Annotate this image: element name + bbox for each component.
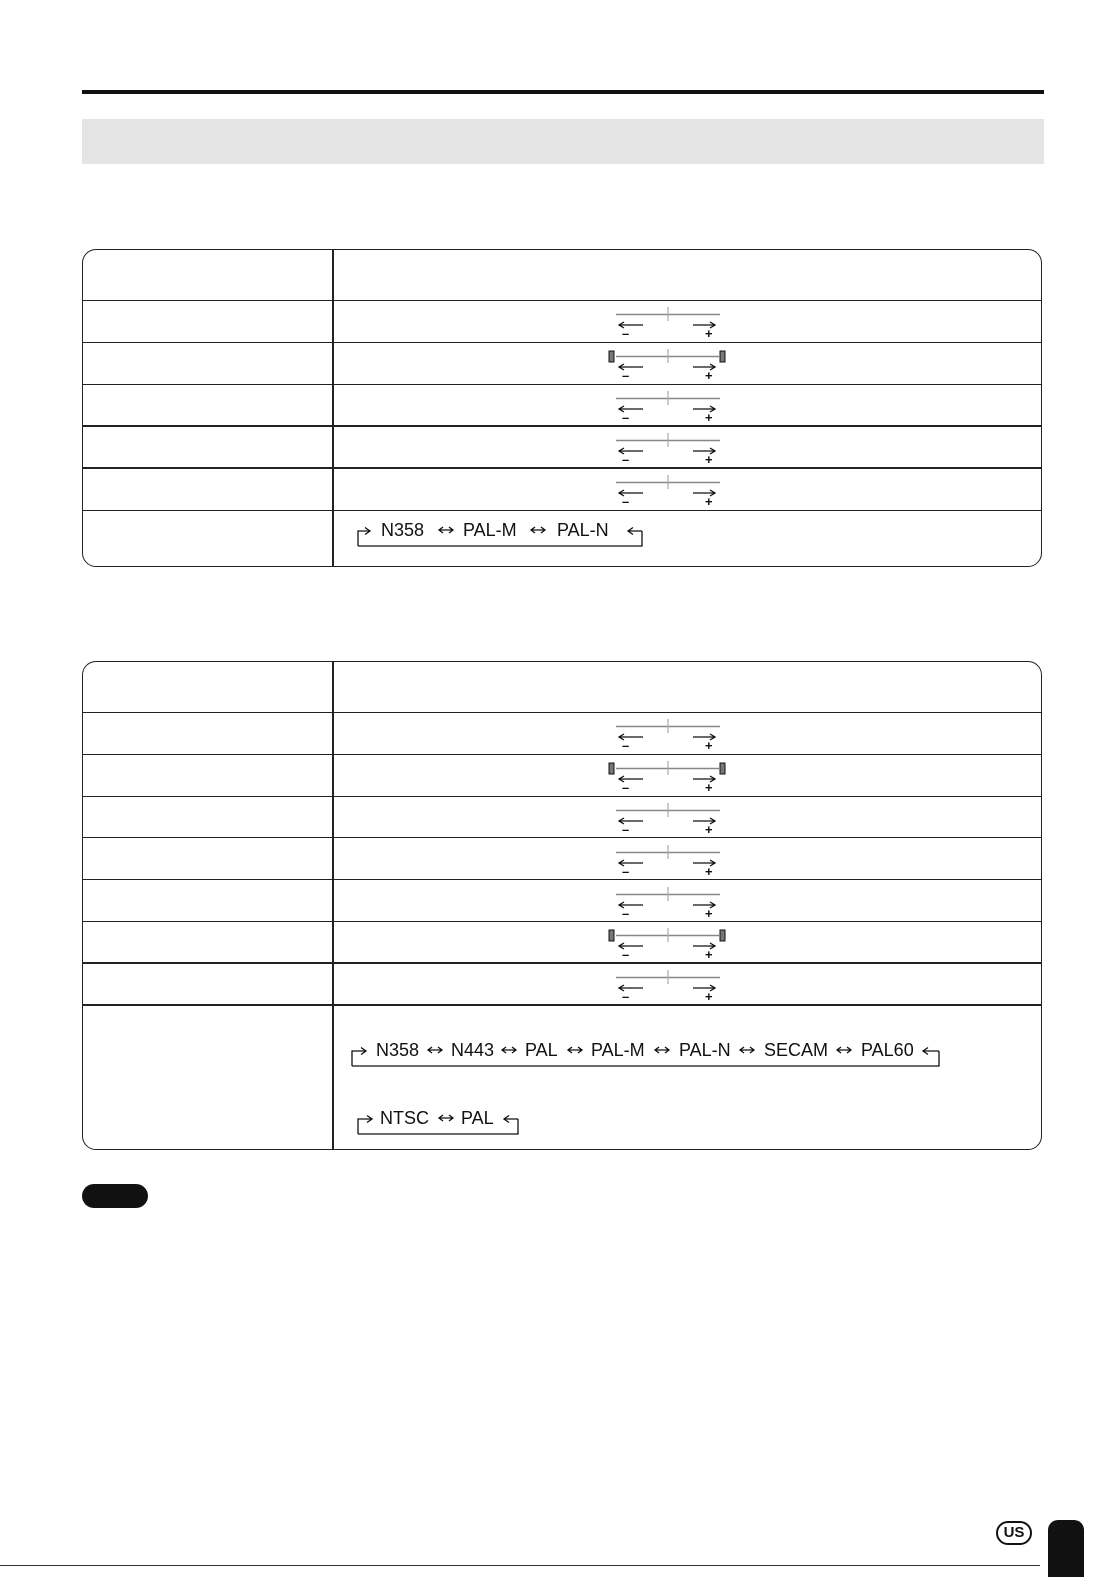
- region-badge: US: [996, 1521, 1032, 1545]
- color-system-sequence-2: [353, 1102, 528, 1138]
- minus-label: –: [622, 410, 630, 425]
- plus-label: +: [705, 906, 713, 921]
- minus-label: –: [622, 368, 630, 383]
- sequence-item: NTSC: [380, 1108, 429, 1128]
- adjustment-slider-icon: [607, 799, 729, 837]
- adjustment-slider-icon: [607, 966, 729, 1004]
- plus-label: +: [705, 947, 713, 962]
- plus-label: +: [705, 326, 713, 341]
- adjustment-slider-icon: [607, 841, 729, 879]
- minus-label: –: [622, 452, 630, 467]
- minus-label: –: [622, 494, 630, 509]
- adjustment-slider-icon: [607, 429, 729, 467]
- minus-label: –: [622, 822, 630, 837]
- minus-label: –: [622, 864, 630, 879]
- plus-label: +: [705, 494, 713, 509]
- adjustment-slider-icon: [607, 883, 729, 921]
- sequence-item: PAL60: [861, 1040, 914, 1060]
- sequence-item: N443: [451, 1040, 495, 1060]
- plus-label: +: [705, 452, 713, 467]
- adjustment-slider-icon: [607, 471, 729, 509]
- adjustment-table-1: [82, 249, 1042, 567]
- row-divider: [83, 754, 1041, 755]
- page-tab: [1048, 1520, 1084, 1577]
- minus-label: –: [622, 738, 630, 753]
- note-badge: [82, 1184, 148, 1208]
- minus-label: –: [622, 947, 630, 962]
- column-divider: [332, 250, 334, 566]
- minus-label: –: [622, 906, 630, 921]
- plus-label: +: [705, 738, 713, 753]
- row-divider: [83, 837, 1041, 838]
- minus-label: –: [622, 780, 630, 795]
- bottom-rule: [0, 1565, 1040, 1566]
- row-divider: [83, 300, 1041, 301]
- plus-label: +: [705, 822, 713, 837]
- plus-label: +: [705, 780, 713, 795]
- sequence-item: N358: [381, 520, 425, 540]
- row-divider: [83, 962, 1041, 964]
- adjustment-slider-icon: [607, 924, 729, 962]
- plus-label: +: [705, 864, 713, 879]
- row-divider: [83, 384, 1041, 385]
- sequence-item: PAL-M: [463, 520, 517, 540]
- plus-label: +: [705, 368, 713, 383]
- section-title-band: [82, 119, 1044, 164]
- sequence-item: PAL-N: [557, 520, 609, 540]
- color-system-sequence: [353, 514, 653, 550]
- sequence-item: PAL-N: [679, 1040, 731, 1060]
- row-divider: [83, 879, 1041, 880]
- adjustment-slider-icon: [607, 303, 729, 341]
- sequence-item: PAL-M: [591, 1040, 645, 1060]
- color-system-sequence-1: [347, 1034, 947, 1070]
- minus-label: –: [622, 326, 630, 341]
- plus-label: +: [705, 410, 713, 425]
- adjustment-slider-icon: [607, 387, 729, 425]
- row-divider: [83, 342, 1041, 343]
- sequence-item: N358: [376, 1040, 420, 1060]
- adjustment-slider-icon: [607, 715, 729, 753]
- row-divider: [83, 921, 1041, 922]
- sequence-item: SECAM: [764, 1040, 829, 1060]
- row-divider: [83, 425, 1041, 427]
- minus-label: –: [622, 989, 630, 1004]
- row-divider: [83, 467, 1041, 469]
- column-divider: [332, 662, 334, 1149]
- sequence-item: PAL: [525, 1040, 558, 1060]
- plus-label: +: [705, 989, 713, 1004]
- row-divider: [83, 1004, 1041, 1006]
- adjustment-slider-icon: [607, 757, 729, 795]
- top-rule: [82, 90, 1044, 94]
- adjustment-table-2: [82, 661, 1042, 1150]
- row-divider: [83, 510, 1041, 511]
- row-divider: [83, 712, 1041, 713]
- adjustment-slider-icon: [607, 345, 729, 383]
- row-divider: [83, 796, 1041, 797]
- sequence-item: PAL: [461, 1108, 494, 1128]
